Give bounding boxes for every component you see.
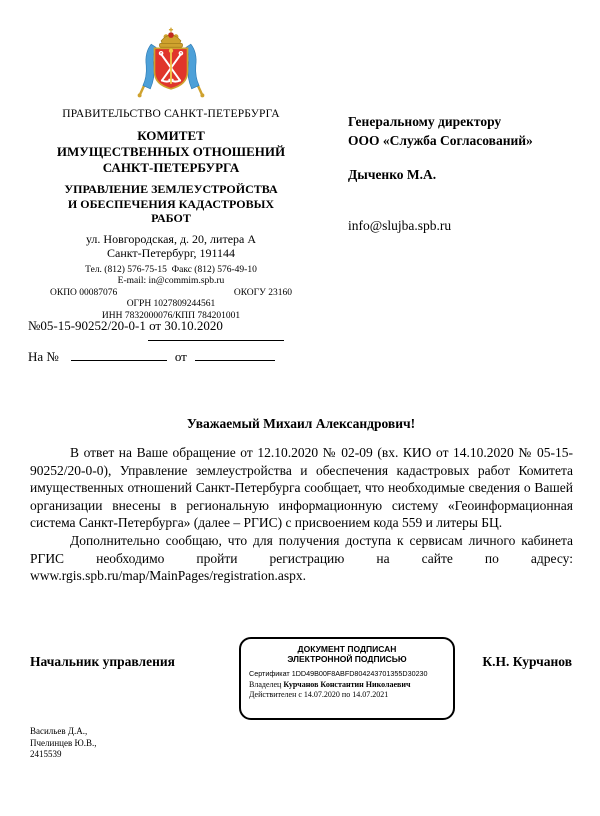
stamp-owner-name: Курчанов Константин Николаевич: [283, 679, 411, 689]
committee-line: КОМИТЕТ: [137, 128, 205, 143]
executor-name: Пчелинцев Ю.В.,: [30, 737, 97, 748]
okogu: ОКОГУ 23160: [233, 287, 292, 298]
na-label: На №: [28, 349, 59, 364]
inn-kpp: ИНН 7832000076/КПП 784201001: [101, 310, 241, 321]
stamp-certificate: Сертификат 1DD49B00F8ABFD804243701355D30230: [249, 669, 428, 678]
committee-title: [28, 128, 314, 176]
department-line: УПРАВЛЕНИЕ ЗЕМЛЕУСТРОЙСТВА: [64, 182, 278, 196]
phone-fax-line: [28, 265, 314, 277]
email-line: E-mail: in@commim.spb.ru: [117, 276, 225, 286]
outgoing-number: №05-15-90252/20-0-1 от 30.10.2020: [28, 318, 223, 333]
recipient-name: Дыченко М.А.: [348, 167, 437, 182]
ogrn: ОГРН 1027809244561: [126, 299, 216, 309]
body-paragraph-1: В ответ на Ваше обращение от 12.10.2020 № 02-09 (вх. КИО от 14.10.2020 № 05-15-90252/20-0-0), Управление землеустройства и обеспечения кадастровых работ Комитета имущественных отношений Санкт-Петербурга сообщает, что необходимые сведения о Вашей организации внесены в региональную информационную систему «Геоинформационная система Санкт-Петербурга» (далее – РГИС) с присвоением кода 559 и литеры БЦ.: [30, 445, 573, 531]
committee-line: САНКТ-ПЕТЕРБУРГА: [102, 160, 240, 175]
stamp-details: [249, 669, 445, 701]
org-header: [28, 26, 314, 322]
phone: Тел. (812) 576-75-15: [85, 264, 167, 275]
incoming-number-row: [28, 348, 284, 365]
recipient-company: ООО «Служба Согласований»: [348, 133, 533, 148]
executor-phone: 2415539: [30, 749, 62, 759]
body-paragraph-2: Дополнительно сообщаю, что для получения доступа к сервисам личного кабинета РГИС необходимо пройти регистрацию на сайте по адресу: www.rgis.spb.ru/map/MainPages/registration.aspx.: [30, 532, 573, 584]
stamp-owner: [249, 680, 445, 691]
salutation: Уважаемый Михаил Александрович!: [186, 416, 416, 431]
stamp-title-line: ДОКУМЕНТ ПОДПИСАН: [297, 644, 397, 654]
department-line: РАБОТ: [151, 211, 191, 225]
reference-block: [28, 318, 284, 364]
committee-line: ИМУЩЕСТВЕННЫХ ОТНОШЕНИЙ: [56, 144, 286, 159]
okpo-okogu-row: [28, 288, 314, 300]
org-address: [28, 232, 314, 260]
org-contacts: [28, 265, 314, 323]
okpo: ОКПО 00087076: [50, 287, 118, 298]
recipient-position: Генеральному директору: [348, 114, 502, 129]
spb-coat-of-arms-icon: [129, 26, 213, 102]
executor-name: Васильев Д.А.,: [30, 726, 88, 736]
electronic-signature-stamp: [239, 637, 455, 720]
recipient-email: info@slujba.spb.ru: [348, 218, 452, 233]
stamp-title-line: ЭЛЕКТРОННОЙ ПОДПИСЬЮ: [287, 654, 407, 664]
incoming-date-blank: [195, 348, 275, 361]
fax: Факс (812) 576-49-10: [171, 264, 257, 275]
incoming-number-blank: [71, 348, 167, 361]
signer-position: Начальник управления: [30, 654, 175, 669]
stamp-title: [249, 644, 445, 664]
ot-label: от: [174, 349, 187, 364]
signer-name: К.Н. Курчанов: [482, 654, 572, 669]
department-title: [28, 182, 314, 226]
government-title: ПРАВИТЕЛЬСТВО САНКТ-ПЕТЕРБУРГА: [62, 108, 280, 120]
stamp-owner-label: Владелец: [249, 679, 284, 689]
outgoing-underline: [148, 340, 284, 341]
letter-body: [30, 444, 573, 585]
address-street: ул. Новгородская, д. 20, литера А: [85, 231, 257, 246]
executor-block: [30, 726, 96, 761]
recipient-block: [348, 112, 580, 235]
stamp-validity: Действителен с 14.07.2020 по 14.07.2021: [249, 690, 389, 699]
department-line: И ОБЕСПЕЧЕНИЯ КАДАСТРОВЫХ: [67, 196, 275, 211]
address-city: Санкт-Петербург, 191144: [107, 245, 235, 260]
